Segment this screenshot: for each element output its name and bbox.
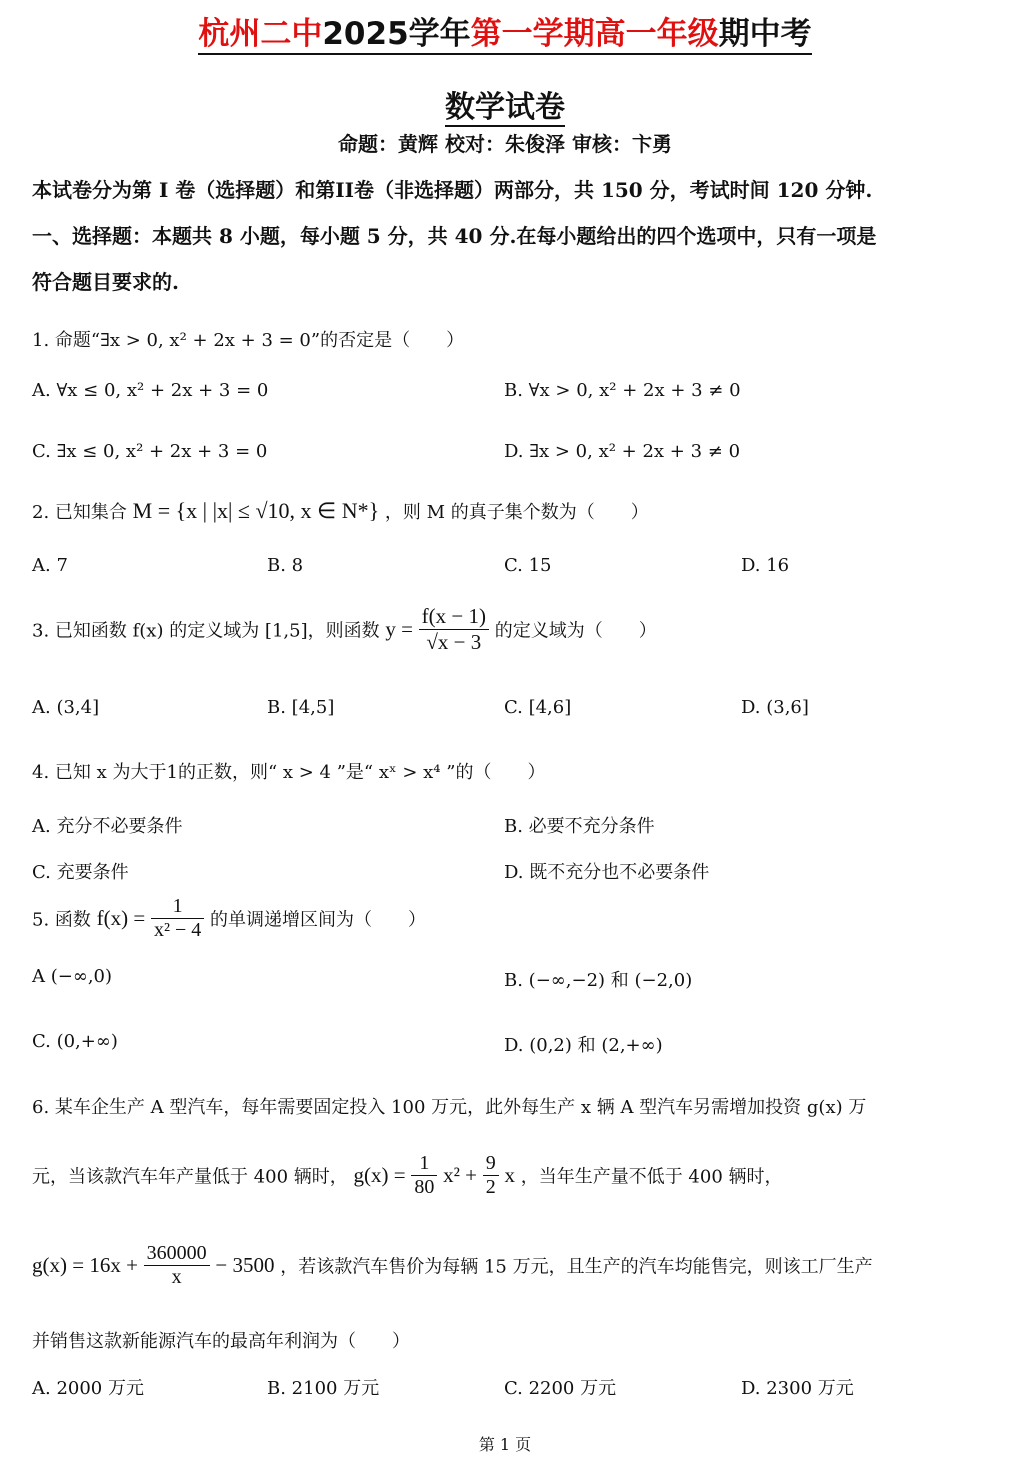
- question-6-option-c: C. 2200 万元: [504, 1378, 617, 1399]
- title-exam: 期中考: [718, 16, 812, 52]
- question-5-option-d: D. (0,2) 和 (2,+∞): [504, 1035, 663, 1056]
- question-3-option-c: C. [4,6]: [504, 697, 572, 718]
- question-6-option-b: B. 2100 万元: [267, 1378, 380, 1399]
- question-1-option-d: D. ∃x > 0, x² + 2x + 3 ≠ 0: [504, 441, 741, 462]
- question-5-option-a: A (−∞,0): [32, 966, 113, 987]
- title-school: 杭州二中: [198, 16, 323, 52]
- question-6-line-2: 元，当该款汽车年产量低于 400 辆时， g(x) = $\frac{1}{80}$ x² + $\frac{9}{2}$ x ，当年生产量不低于 400 辆时，: [32, 1152, 783, 1198]
- question-6-line-3: g(x) = 16x + $\frac{360000}{x}$ − 3500 ，若该款汽车售价为每辆 15 万元，且生产的汽车均能售完，则该工厂生产: [32, 1242, 873, 1288]
- exam-subtitle: 数学试卷: [445, 90, 565, 125]
- question-4-option-d: D. 既不充分也不必要条件: [504, 862, 710, 883]
- title-term: 第一学期高一年级: [470, 16, 719, 52]
- question-3-fraction: $\frac{f(x - 1)}{√x - 3}$: [419, 604, 489, 655]
- question-1-option-c: C. ∃x ≤ 0, x² + 2x + 3 = 0: [32, 441, 268, 462]
- intro-line-3: 符合题目要求的.: [32, 270, 179, 294]
- question-5-option-b: B. (−∞,−2) 和 (−2,0): [504, 970, 693, 991]
- page-number: 第 1 页: [478, 1435, 532, 1454]
- intro-line-2: 一、选择题：本题共 8 小题，每小题 5 分，共 40 分.在每小题给出的四个选项中，只有一项是: [32, 224, 877, 248]
- question-1-stem: 1. 命题“∃x > 0, x² + 2x + 3 = 0”的否定是（ ）: [32, 330, 465, 351]
- question-2-option-c: C. 15: [504, 555, 552, 576]
- question-2-option-d: D. 16: [741, 555, 790, 576]
- question-6-option-d: D. 2300 万元: [741, 1378, 854, 1399]
- question-5-stem: 5. 函数 f(x) = $\frac{1}{\text{x² − 4}}$ 的单调递增区间为（ ）: [32, 895, 426, 941]
- question-3-option-b: B. [4,5]: [267, 697, 335, 718]
- question-3-stem: 3. 已知函数 f(x) 的定义域为 [1,5]，则函数 y = $\frac{f(x - 1)}{√x - 3}$ 的定义域为（ ）: [32, 604, 657, 654]
- question-6-option-a: A. 2000 万元: [32, 1378, 144, 1399]
- intro-line-1: 本试卷分为第 I 卷（选择题）和第II卷（非选择题）两部分，共 150 分，考试时间 120 分钟.: [32, 178, 873, 202]
- question-6-line-4: 并销售这款新能源汽车的最高年利润为（ ）: [32, 1331, 410, 1352]
- question-4-option-c: C. 充要条件: [32, 862, 129, 883]
- exam-authors: 命题：黄辉 校对：朱俊泽 审核：卞勇: [338, 132, 672, 156]
- question-2-set-expression: M = {x | |x| ≤ √10, x ∈ N*}: [132, 498, 380, 523]
- question-4-option-a: A. 充分不必要条件: [32, 816, 183, 837]
- question-1-option-b: B. ∀x > 0, x² + 2x + 3 ≠ 0: [504, 380, 741, 401]
- question-5-fraction: $\frac{1}{\text{x² − 4}}$: [151, 895, 204, 942]
- question-3-option-d: D. (3,6]: [741, 697, 809, 718]
- question-2-option-a: A. 7: [32, 555, 68, 576]
- exam-title: [0, 8, 1010, 53]
- question-4-stem: 4. 已知 x 为大于1的正数，则“ x > 4 ”是“ xˣ > x⁴ ”的（ ）: [32, 762, 546, 783]
- question-3-option-a: A. (3,4]: [32, 697, 100, 718]
- question-2-option-b: B. 8: [267, 555, 304, 576]
- title-year: 2025学年: [322, 16, 471, 52]
- question-2-stem: 2. 已知集合 M = {x | |x| ≤ √10, x ∈ N*} ，则 M 的真子集个数为（ ）: [32, 498, 649, 523]
- question-5-option-c: C. (0,+∞): [32, 1031, 118, 1052]
- question-6-line-1: 6. 某车企生产 A 型汽车，每年需要固定投入 100 万元，此外每生产 x 辆 A 型汽车另需增加投资 g(x) 万: [32, 1097, 867, 1118]
- question-4-option-b: B. 必要不充分条件: [504, 816, 655, 837]
- question-1-option-a: A. ∀x ≤ 0, x² + 2x + 3 = 0: [32, 380, 269, 401]
